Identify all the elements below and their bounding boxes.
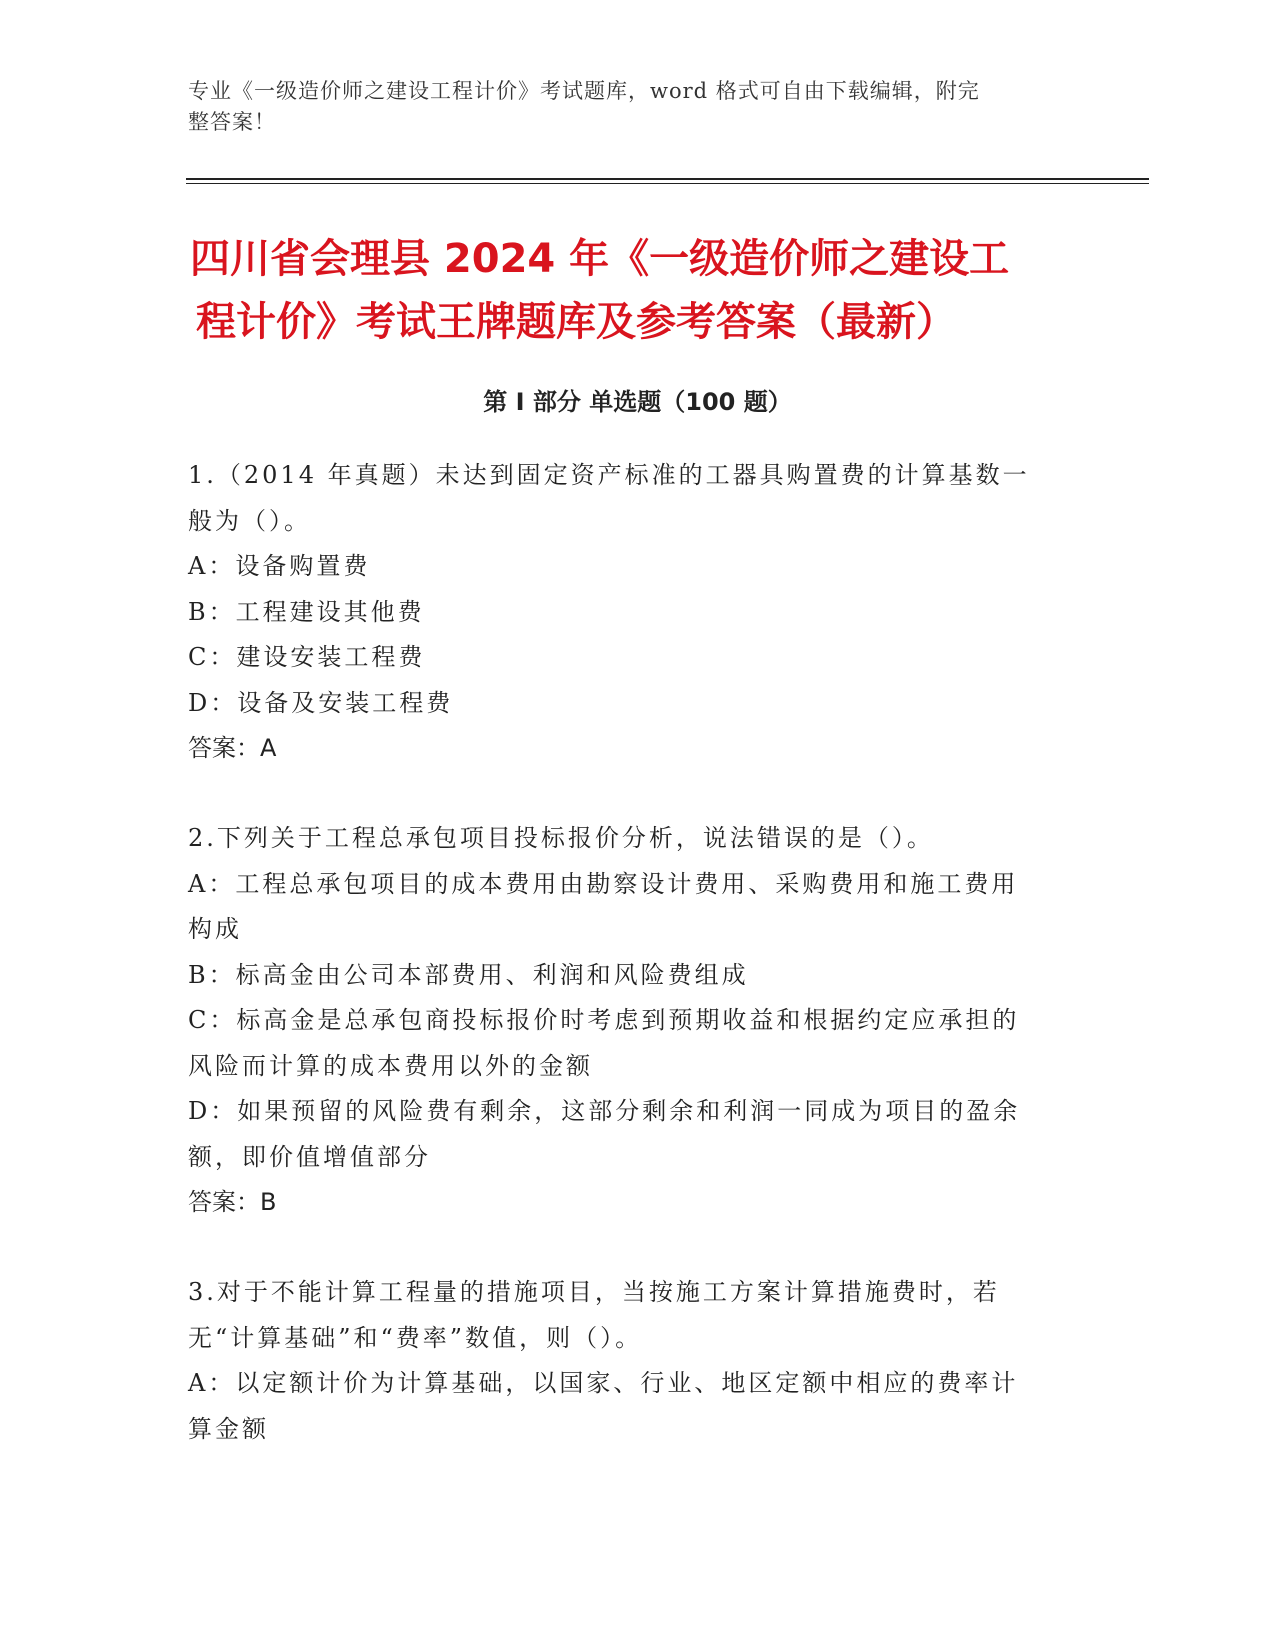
- question-1: [188, 453, 1078, 772]
- question-stem-line: 无“计算基础”和“费率”数值，则（）。: [188, 1323, 643, 1352]
- option-c-continued: 风险而计算的成本费用以外的金额: [188, 1051, 593, 1080]
- answer-label: 答案：B: [188, 1188, 277, 1216]
- option-a: A：设备购置费: [188, 552, 371, 580]
- option-c: C：标高金是总承包商投标报价时考虑到预期收益和根据约定应承担的: [188, 1006, 1020, 1034]
- option-a-continued: 构成: [188, 915, 242, 943]
- option-c: C：建设安装工程费: [188, 643, 426, 671]
- header-divider-thick: [186, 178, 1149, 180]
- question-2: [188, 816, 1078, 1226]
- question-stem-line: 3.对于不能计算工程量的措施项目，当按施工方案计算措施费时，若: [188, 1278, 1000, 1306]
- option-a-continued: 算金额: [188, 1414, 269, 1443]
- answer-label: 答案：A: [188, 734, 277, 762]
- question-3: [188, 1270, 1078, 1452]
- title-line-1: 四川省会理县 2024 年《一级造价师之建设工: [190, 236, 1010, 282]
- option-a: A：以定额计价为计算基础，以国家、行业、地区定额中相应的费率计: [188, 1369, 1019, 1397]
- option-b: B：标高金由公司本部费用、利润和风险费组成: [188, 960, 749, 989]
- question-stem-line: 1.（2014 年真题）未达到固定资产标准的工器具购置费的计算基数一: [188, 461, 1030, 489]
- page-header: [188, 76, 1078, 138]
- header-line-2: 整答案！: [188, 110, 276, 134]
- section-heading: 第 I 部分 单选题（100 题）: [483, 388, 792, 416]
- option-a: A：工程总承包项目的成本费用由勘察设计费用、采购费用和施工费用: [188, 869, 1019, 898]
- header-line-1: 专业《一级造价师之建设工程计价》考试题库，word 格式可自由下载编辑，附完: [188, 79, 980, 103]
- title-line-2: 程计价》考试王牌题库及参考答案（最新）: [196, 299, 956, 345]
- header-divider-thin: [186, 183, 1149, 184]
- question-stem-line: 般为（）。: [188, 506, 311, 535]
- question-stem-line: 2.下列关于工程总承包项目投标报价分析，说法错误的是（）。: [188, 824, 934, 852]
- option-d: D：如果预留的风险费有剩余，这部分剩余和利润一同成为项目的盈余: [188, 1097, 1021, 1125]
- option-d-continued: 额，即价值增值部分: [188, 1142, 431, 1171]
- option-b: B：工程建设其他费: [188, 597, 425, 626]
- option-d: D：设备及安装工程费: [188, 688, 454, 717]
- document-title: [190, 228, 1090, 354]
